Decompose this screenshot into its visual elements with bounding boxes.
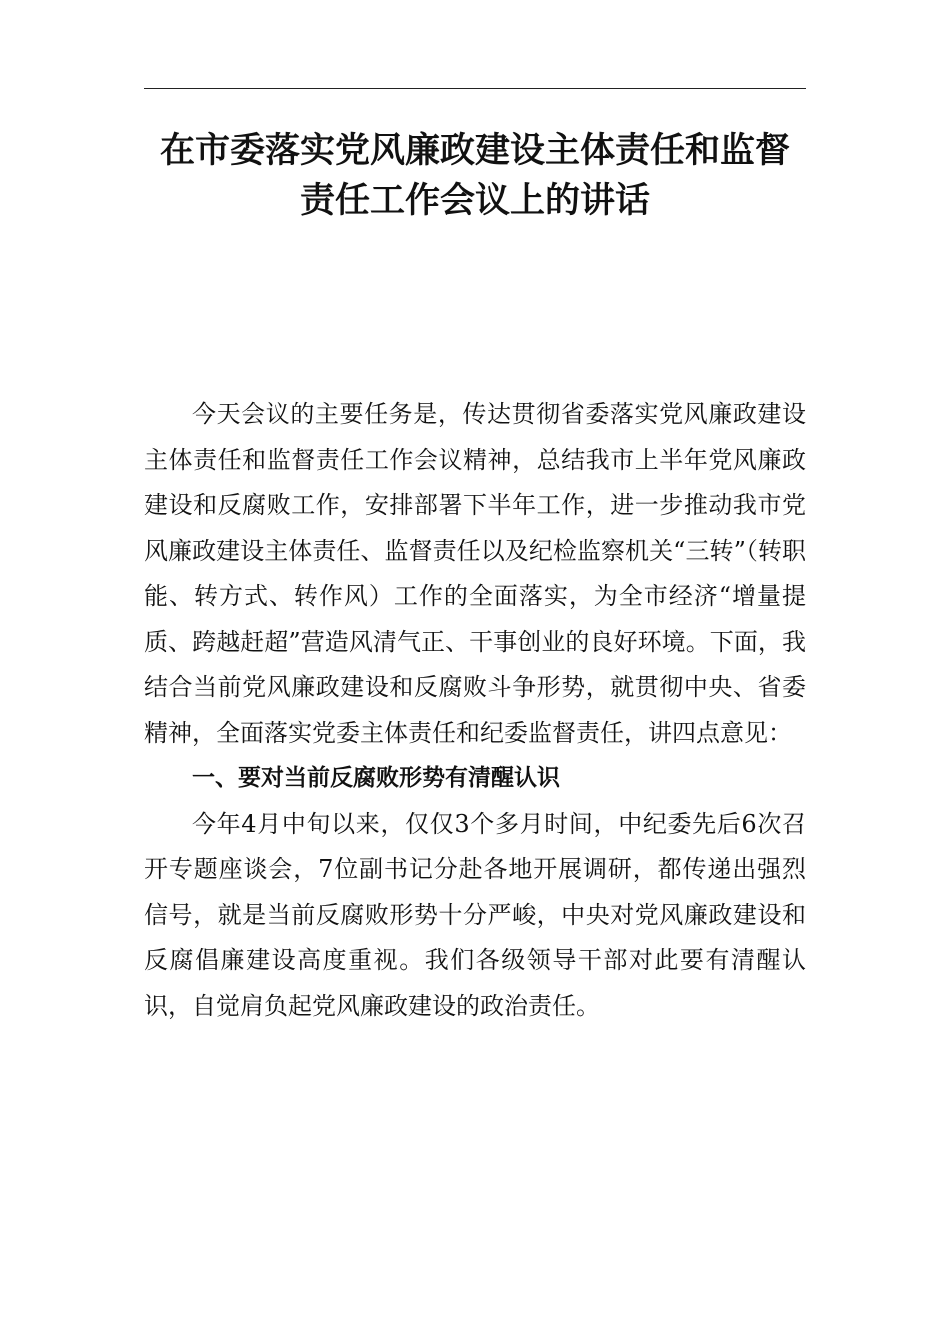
title-line-2: 责任工作会议上的讲话 xyxy=(299,180,650,221)
section-heading-1: 一、要对当前反腐败形势有清醒认识 xyxy=(192,765,560,791)
section-1-paragraph: 今年4月中旬以来，仅仅3个多月时间，中纪委先后6次召开专题座谈会，7位副书记分赴各地开展调研，都传递出强烈信号，就是当前反腐败形势十分严峻，中央对党风廉政建设和反腐倡廉建设高度重视。我们各级领导干部对此要有清醒认识，自觉肩负起党风廉政建设的政治责任。 xyxy=(144,809,806,1020)
intro-paragraph: 今天会议的主要任务是，传达贯彻省委落实党风廉政建设主体责任和监督责任工作会议精神，总结我市上半年党风廉政建设和反腐败工作，安排部署下半年工作，进一步推动我市党风廉政建设主体责任、监督责任以及纪检监察机关“三转”（转职能、转方式、转作风）工作的全面落实，为全市经济“增量提质、跨越赶超”营造风清气正、干事创业的良好环境。下面，我结合当前党风廉政建设和反腐败斗争形势，就贯彻中央、省委精神，全面落实党委主体责任和纪委监督责任，讲四点意见： xyxy=(144,400,806,747)
header-rule xyxy=(144,88,806,89)
title-line-1: 在市委落实党风廉政建设主体责任和监督 xyxy=(159,130,790,171)
document-title xyxy=(120,126,830,226)
document-body xyxy=(144,392,806,1029)
